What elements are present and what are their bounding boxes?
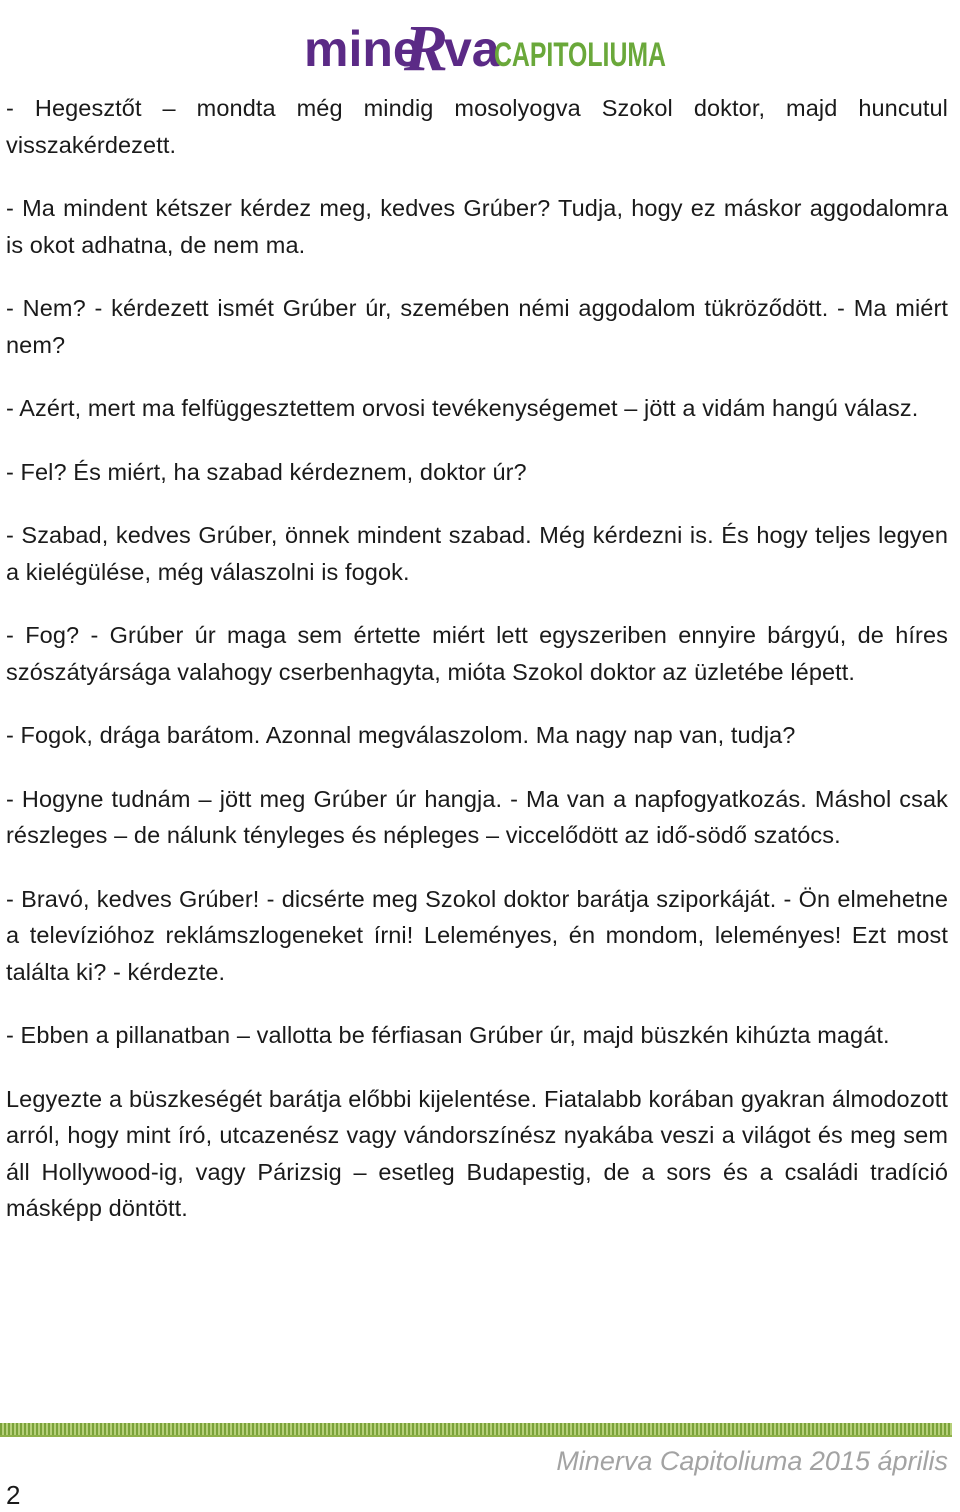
- paragraph: - Hegesztőt – mondta még mindig mosolyogva Szokol doktor, majd huncutul visszakérdezett.: [6, 95, 948, 158]
- logo-text-capitoliuma: CAPITOLIUMA: [494, 36, 666, 74]
- footer-divider: [0, 1423, 952, 1435]
- paragraph: - Fog? - Grúber úr maga sem értette miért lett egyszeriben ennyire bárgyú, de híres szószátyársága valahogy cserbenhagyta, mióta Szokol doktor az üzletébe lépett.: [6, 622, 948, 685]
- paragraph: - Bravó, kedves Grúber! - dicsérte meg Szokol doktor barátja sziporkáját. - Ön elmehetne a televízióhoz reklámszlogeneket írni! Leleményes, én mondom, leleményes! Ezt most találta ki? - kérdezte.: [6, 885, 948, 985]
- paragraph: - Ma mindent kétszer kérdez meg, kedves Grúber? Tudja, hogy ez máskor aggodalomra is okot adhatna, de nem ma.: [6, 195, 948, 258]
- paragraph: - Azért, mert ma felfüggesztettem orvosi tevékenységemet – jött a vidám hangú válasz.: [6, 395, 919, 421]
- article-body: [6, 90, 948, 1254]
- paragraph: Legyezte a büszkeségét barátja előbbi kijelentése. Fiatalabb korában gyakran álmodozott arról, hogy mint író, utcazenész vagy vándorszínész nyakába veszi a világot és meg sem áll Hollywood-ig, vagy Párizsig – esetleg Budapestig, de a sors és a családi tradíció másképp döntött.: [6, 1085, 948, 1221]
- footer-publication-title: Minerva Capitoliuma 2015 április: [556, 1446, 948, 1476]
- page-number: 2: [6, 1480, 21, 1510]
- logo-graphic: [296, 4, 676, 84]
- logo-text-r: R: [404, 12, 449, 85]
- paragraph: - Fel? És miért, ha szabad kérdeznem, doktor úr?: [6, 458, 527, 485]
- masthead-logo: [296, 4, 676, 84]
- logo-text-va: va: [444, 21, 500, 77]
- paragraph: - Hogyne tudnám – jött meg Grúber úr hangja. - Ma van a napfogyatkozás. Máshol csak részleges – de nálunk tényleges és népleges – viccelődött az idő-södő szatócs.: [6, 785, 948, 848]
- paragraph: - Nem? - kérdezett ismét Grúber úr, szemében némi aggodalom tükröződött. - Ma miért nem?: [6, 295, 948, 358]
- paragraph: - Fogok, drága barátom. Azonnal megválaszolom. Ma nagy nap van, tudja?: [6, 722, 796, 748]
- logo-text-mine: mine: [304, 21, 421, 77]
- paragraph: - Szabad, kedves Grúber, önnek mindent szabad. Még kérdezni is. És hogy teljes legyen a kielégülése, még válaszolni is fogok.: [6, 522, 948, 585]
- paragraph: - Ebben a pillanatban – vallotta be férfiasan Grúber úr, majd büszkén kihúzta magát.: [6, 1022, 890, 1048]
